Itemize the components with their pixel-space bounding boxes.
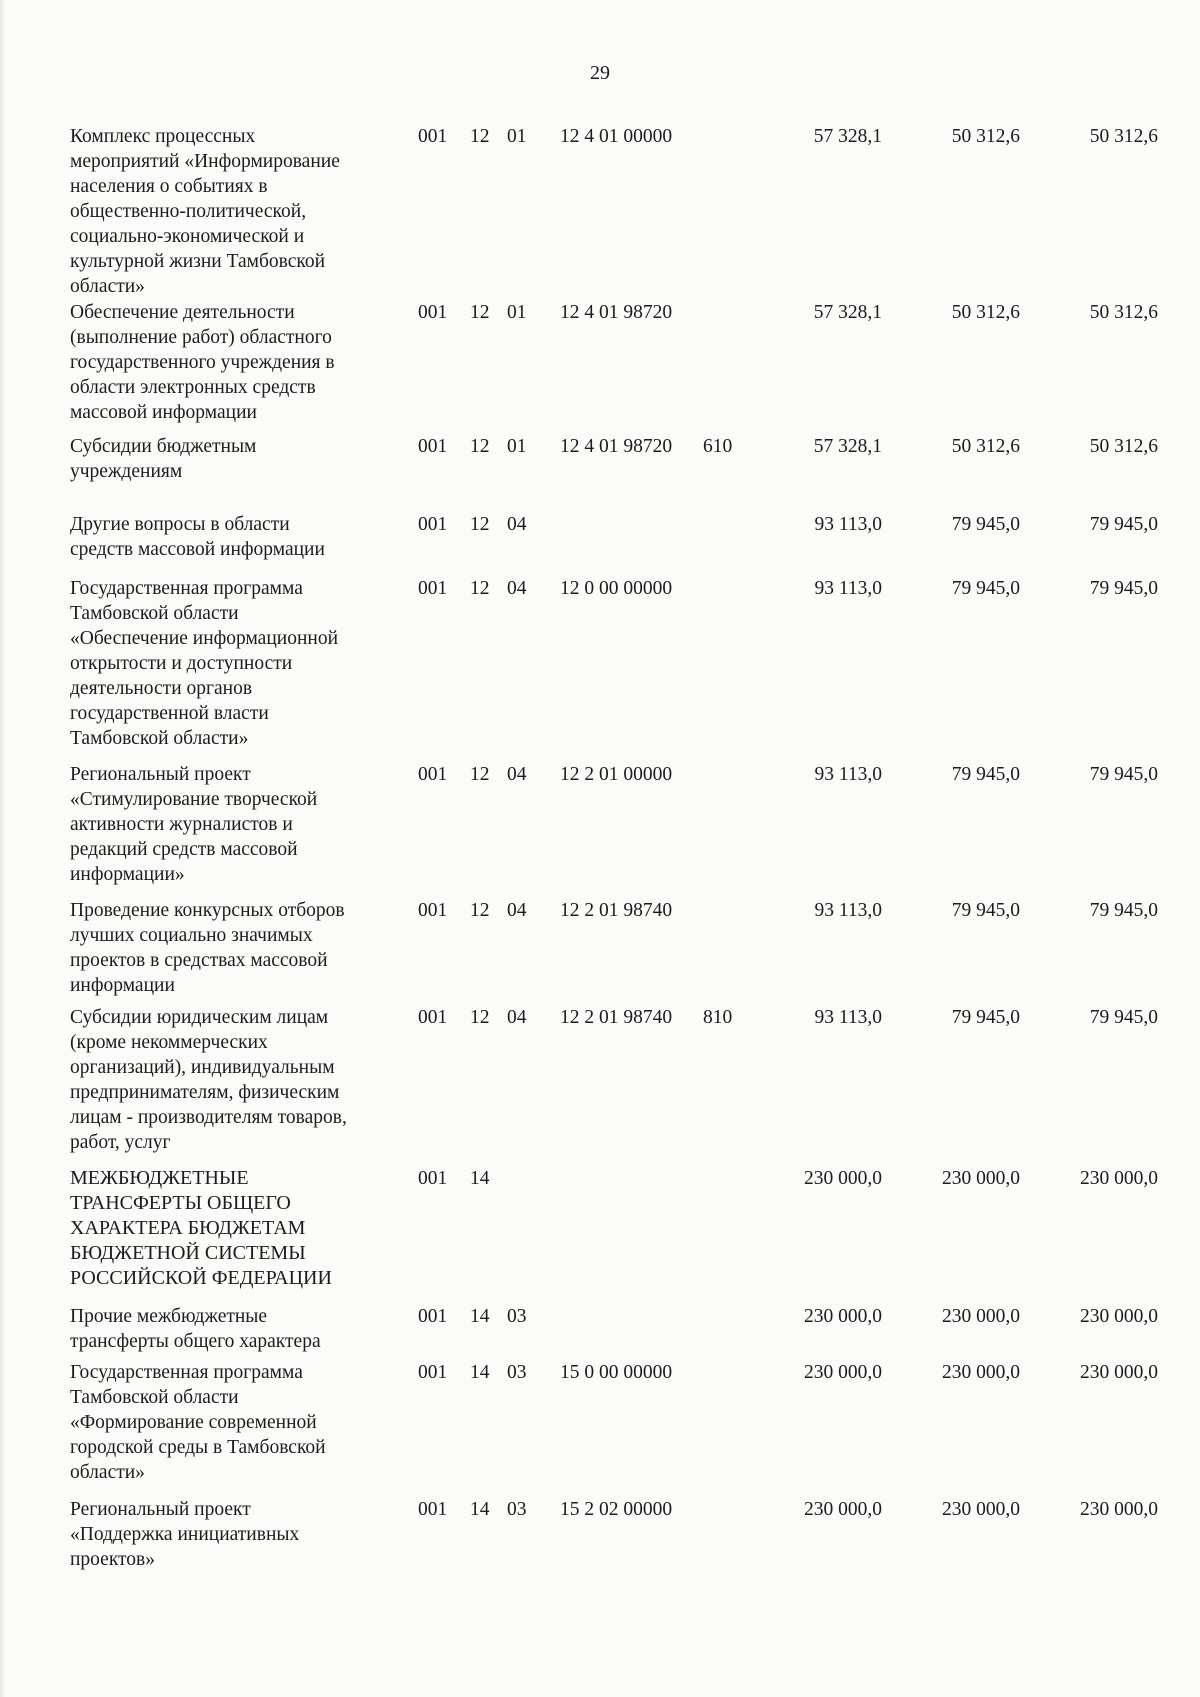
subsection-code: 01: [507, 126, 527, 147]
amount-year-3: 50 312,6: [1089, 436, 1158, 457]
section-code: 14: [470, 1499, 490, 1520]
subsection-code: 04: [507, 764, 527, 785]
amount-year-1: 230 000,0: [804, 1168, 882, 1189]
ministry-code: 001: [418, 1007, 448, 1028]
ministry-code: 001: [418, 1168, 448, 1189]
amount-year-1: 93 113,0: [814, 514, 882, 535]
expense-type-code: 610: [703, 436, 733, 457]
amount-year-2: 50 312,6: [951, 436, 1020, 457]
ministry-code: 001: [418, 578, 448, 599]
ministry-code: 001: [418, 302, 448, 323]
row-name: Комплекс процессных мероприятий «Информирование населения о событиях в общественно-политической, социально-экономической и культурной жизни Тамбовской области»: [70, 126, 340, 297]
target-article-code: 12 4 01 98720: [560, 302, 673, 323]
ministry-code: 001: [418, 1362, 448, 1383]
target-article-code: 12 2 01 00000: [560, 764, 673, 785]
amount-year-3: 230 000,0: [1080, 1306, 1158, 1327]
subsection-code: 03: [507, 1306, 527, 1327]
section-code: 12: [470, 126, 490, 147]
amount-year-1: 57 328,1: [813, 436, 882, 457]
amount-year-1: 230 000,0: [804, 1499, 882, 1520]
amount-year-2: 79 945,0: [951, 1007, 1020, 1028]
amount-year-2: 79 945,0: [951, 578, 1020, 599]
section-code: 14: [470, 1306, 490, 1327]
section-code: 12: [470, 302, 490, 323]
amount-year-3: 50 312,6: [1089, 126, 1158, 147]
amount-year-2: 230 000,0: [942, 1168, 1020, 1189]
target-article-code: 12 0 00 00000: [560, 578, 673, 599]
row-name: Государственная программа Тамбовской области «Обеспечение информационной открытости и доступности деятельности органов государственной власти Тамбовской области»: [70, 578, 339, 749]
row-name: Региональный проект «Стимулирование творческой активности журналистов и редакций средств массовой информации»: [70, 764, 318, 885]
row-name: Другие вопросы в области средств массовой информации: [70, 514, 325, 560]
section-code: 12: [470, 436, 490, 457]
target-article-code: 15 0 00 00000: [560, 1362, 673, 1383]
amount-year-1: 57 328,1: [813, 126, 882, 147]
amount-year-2: 50 312,6: [951, 302, 1020, 323]
target-article-code: 12 2 01 98740: [560, 1007, 673, 1028]
amount-year-3: 79 945,0: [1089, 514, 1158, 535]
target-article-code: 12 4 01 98720: [560, 436, 673, 457]
amount-year-3: 79 945,0: [1089, 578, 1158, 599]
subsection-code: 04: [507, 1007, 527, 1028]
amount-year-1: 93 113,0: [814, 764, 882, 785]
ministry-code: 001: [418, 1306, 448, 1327]
amount-year-3: 79 945,0: [1089, 764, 1158, 785]
row-name: Обеспечение деятельности (выполнение работ) областного государственного учреждения в области электронных средств массовой информации: [70, 302, 335, 423]
page-number: 29: [590, 62, 610, 84]
target-article-code: 15 2 02 00000: [560, 1499, 673, 1520]
section-code: 14: [470, 1362, 490, 1383]
ministry-code: 001: [418, 436, 448, 457]
amount-year-1: 93 113,0: [814, 578, 882, 599]
subsection-code: 04: [507, 578, 527, 599]
section-code: 12: [470, 514, 490, 535]
section-code: 12: [470, 1007, 490, 1028]
row-name: Субсидии бюджетным учреждениям: [70, 436, 257, 482]
amount-year-2: 230 000,0: [942, 1306, 1020, 1327]
amount-year-2: 79 945,0: [951, 764, 1020, 785]
row-name: Региональный проект «Поддержка инициативных проектов»: [70, 1499, 300, 1570]
ministry-code: 001: [418, 764, 448, 785]
subsection-code: 03: [507, 1499, 527, 1520]
amount-year-3: 230 000,0: [1080, 1499, 1158, 1520]
target-article-code: 12 2 01 98740: [560, 900, 673, 921]
row-name: Государственная программа Тамбовской области «Формирование современной городской среды в Тамбовской области»: [70, 1362, 326, 1483]
amount-year-1: 230 000,0: [804, 1362, 882, 1383]
section-code: 12: [470, 900, 490, 921]
amount-year-2: 50 312,6: [951, 126, 1020, 147]
amount-year-1: 230 000,0: [804, 1306, 882, 1327]
amount-year-1: 93 113,0: [814, 1007, 882, 1028]
subsection-code: 01: [507, 436, 527, 457]
subsection-code: 04: [507, 900, 527, 921]
amount-year-3: 50 312,6: [1089, 302, 1158, 323]
target-article-code: 12 4 01 00000: [560, 126, 673, 147]
amount-year-3: 230 000,0: [1080, 1168, 1158, 1189]
amount-year-1: 57 328,1: [813, 302, 882, 323]
ministry-code: 001: [418, 126, 448, 147]
amount-year-3: 79 945,0: [1089, 1007, 1158, 1028]
amount-year-2: 79 945,0: [951, 514, 1020, 535]
ministry-code: 001: [418, 900, 448, 921]
amount-year-2: 230 000,0: [942, 1499, 1020, 1520]
amount-year-2: 79 945,0: [951, 900, 1020, 921]
row-name: Проведение конкурсных отборов лучших социально значимых проектов в средствах массовой информации: [70, 900, 345, 996]
subsection-code: 04: [507, 514, 527, 535]
section-code: 12: [470, 578, 490, 599]
subsection-code: 01: [507, 302, 527, 323]
section-code: 12: [470, 764, 490, 785]
subsection-code: 03: [507, 1362, 527, 1383]
row-name: Субсидии юридическим лицам (кроме некоммерческих организаций), индивидуальным предпринимателям, физическим лицам - производителям товаров, работ, услуг: [70, 1007, 347, 1153]
row-name: Прочие межбюджетные трансферты общего характера: [70, 1306, 321, 1352]
section-code: 14: [470, 1168, 490, 1189]
amount-year-2: 230 000,0: [942, 1362, 1020, 1383]
row-name: МЕЖБЮДЖЕТНЫЕ ТРАНСФЕРТЫ ОБЩЕГО ХАРАКТЕРА БЮДЖЕТАМ БЮДЖЕТНОЙ СИСТЕМЫ РОССИЙСКОЙ ФЕДЕРАЦИИ: [70, 1167, 332, 1289]
ministry-code: 001: [418, 1499, 448, 1520]
expense-type-code: 810: [703, 1007, 733, 1028]
amount-year-3: 230 000,0: [1080, 1362, 1158, 1383]
ministry-code: 001: [418, 514, 448, 535]
amount-year-1: 93 113,0: [814, 900, 882, 921]
amount-year-3: 79 945,0: [1089, 900, 1158, 921]
